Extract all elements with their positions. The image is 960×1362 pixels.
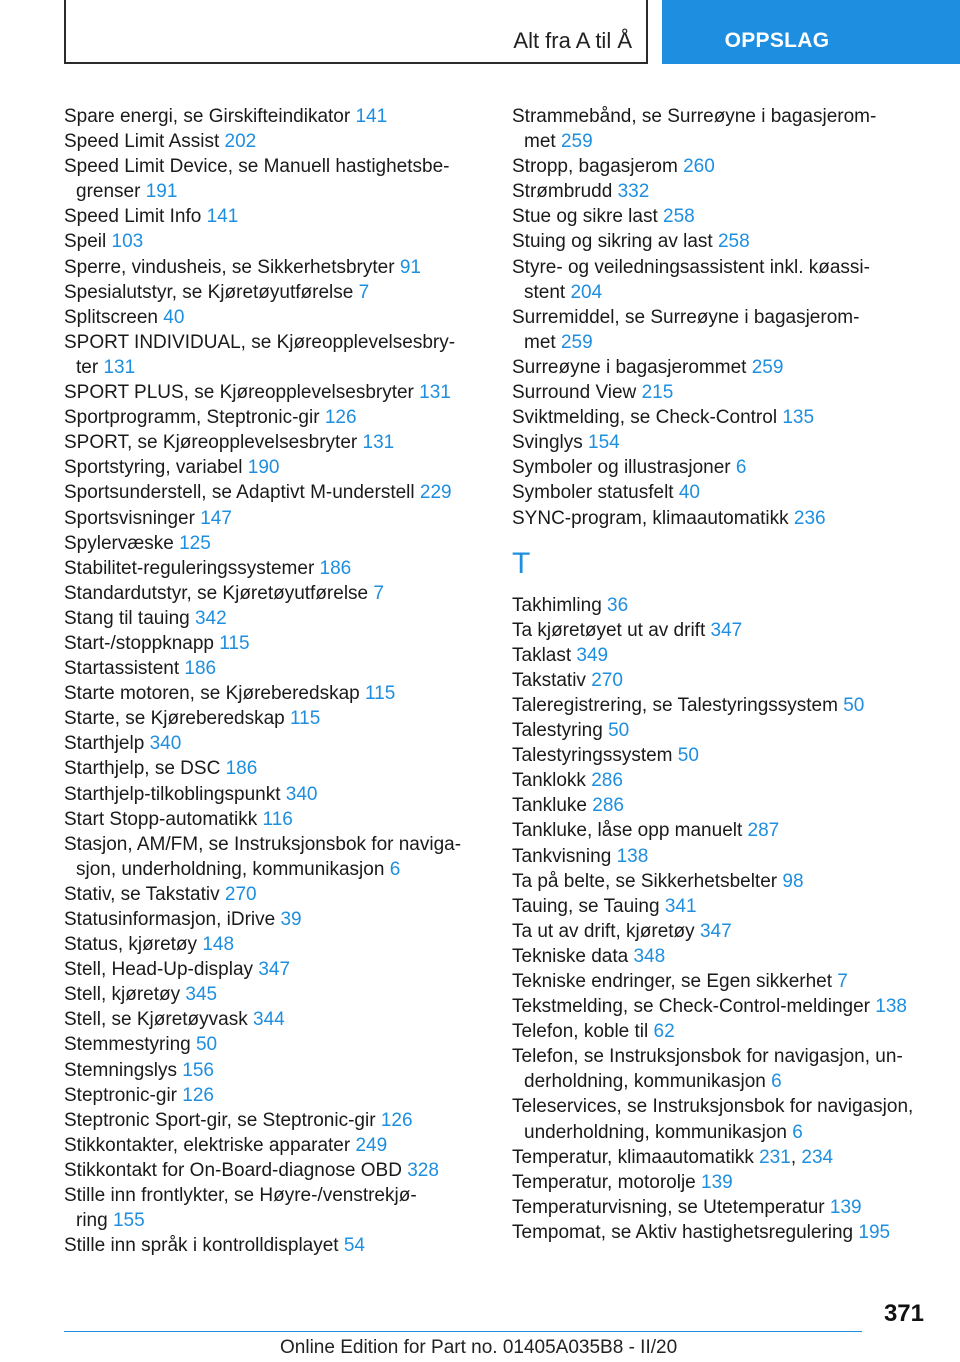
entry-term: Spare energi, se Girskifteindikator — [64, 106, 351, 127]
entry-term: Sperre, vindusheis, se Sikkerhetsbryter — [64, 256, 395, 278]
index-entry — [64, 305, 474, 330]
entry-term: Sportprogramm, Steptronic-gir — [64, 407, 320, 429]
index-entry — [64, 255, 474, 280]
index-entry — [64, 1183, 474, 1233]
entry-term-continuation: stent — [524, 281, 566, 303]
index-entry — [512, 1195, 932, 1220]
entry-term: Temperatur, motorolje — [512, 1171, 696, 1193]
entry-term: SPORT PLUS, se Kjøreopplevelsesbryter — [64, 382, 414, 404]
page-link[interactable]: 340 — [149, 733, 182, 755]
page-link[interactable]: 270 — [591, 669, 623, 691]
entry-term: Sportsvisninger — [64, 507, 195, 529]
index-entry — [512, 693, 932, 718]
entry-term: Ta kjøretøyet ut av drift — [512, 619, 706, 641]
index-entry — [512, 1220, 932, 1245]
entry-term: Surreøyne i bagasjerommet — [512, 356, 747, 378]
entry-term-continuation: grenser — [76, 181, 141, 203]
index-entry — [512, 743, 932, 768]
entry-term: Starte motoren, se Kjøreberedskap — [64, 683, 360, 705]
page-link[interactable]: 125 — [179, 532, 211, 554]
entry-term: SPORT, se Kjøreopplevelsesbryter — [64, 432, 358, 454]
entry-term: Sportstyring, variabel — [64, 457, 243, 479]
entry-term: Surround View — [512, 382, 637, 404]
index-entry — [512, 919, 932, 944]
entry-term: Speed Limit Assist — [64, 131, 220, 153]
page-link[interactable]: 50 — [843, 694, 865, 716]
page-link[interactable]: 155 — [112, 1210, 145, 1232]
entry-term: Spesialutstyr, se Kjøretøyutførelse — [64, 281, 354, 303]
index-entry — [64, 1007, 474, 1032]
entry-term: Telefon, koble til — [512, 1021, 649, 1043]
entry-term: Startassistent — [64, 658, 180, 680]
index-entry — [64, 832, 474, 882]
index-group-s — [512, 104, 932, 531]
entry-term: Strømbrudd — [512, 181, 613, 203]
index-entry — [512, 355, 932, 380]
entry-term: Stell, kjøretøy — [64, 984, 181, 1006]
page-link[interactable]: 40 — [163, 306, 185, 328]
page-link[interactable]: 345 — [185, 984, 218, 1006]
page-link[interactable]: 131 — [103, 356, 136, 378]
index-entry — [512, 305, 932, 355]
index-entry — [512, 204, 932, 229]
index-entry — [512, 793, 932, 818]
entry-term: Starthjelp, se DSC — [64, 758, 221, 780]
page-link[interactable]: 141 — [355, 106, 388, 127]
entry-term: Speed Limit Info — [64, 206, 202, 228]
entry-term: Takstativ — [512, 669, 586, 691]
index-entry — [512, 480, 932, 505]
index-entry — [64, 480, 474, 505]
entry-term-continuation: met — [524, 331, 556, 353]
entry-term: Steptronic-gir — [64, 1084, 177, 1106]
entry-term-continuation: ring — [76, 1210, 108, 1232]
page-link[interactable]: 7 — [837, 971, 848, 992]
entry-term: Splitscreen — [64, 306, 158, 328]
page-link[interactable]: 195 — [858, 1221, 891, 1243]
page-link[interactable]: 50 — [608, 720, 630, 742]
index-entry — [512, 1094, 932, 1144]
index-entry — [512, 768, 932, 793]
page-link[interactable]: 286 — [591, 770, 623, 792]
entry-term: Symboler statusfelt — [512, 482, 674, 504]
entry-term: Tekniske data — [512, 945, 629, 967]
entry-term: Stikkontakter, elektriske apparater — [64, 1134, 351, 1156]
index-entry — [64, 104, 474, 129]
footer-divider — [64, 1331, 862, 1332]
index-entry — [512, 894, 932, 919]
entry-term: Talestyringssystem — [512, 745, 673, 767]
index-entry — [64, 882, 474, 907]
index-entry — [64, 982, 474, 1007]
entry-term: Sviktmelding, se Check-Control — [512, 407, 778, 429]
entry-term-continuation: underholdning, kommunikasjon — [524, 1121, 787, 1143]
index-entry — [64, 606, 474, 631]
index-entry — [512, 380, 932, 405]
index-entry — [512, 506, 932, 531]
index-entry — [64, 706, 474, 731]
entry-term: Standardutstyr, se Kjøretøyutførelse — [64, 582, 369, 604]
entry-term: Sportsunderstell, se Adaptivt M-understell — [64, 482, 415, 504]
index-entry — [512, 1044, 932, 1094]
index-entry — [512, 405, 932, 430]
entry-term: Status, kjøretøy — [64, 934, 198, 956]
page-link[interactable]: 190 — [247, 457, 280, 479]
page-link[interactable]: 6 — [771, 1071, 782, 1093]
index-entry — [64, 756, 474, 781]
page-link[interactable]: 139 — [829, 1196, 862, 1218]
page-link[interactable]: 258 — [663, 206, 695, 228]
page-link[interactable]: 115 — [364, 683, 396, 705]
page-link[interactable]: 91 — [399, 256, 421, 278]
page-link[interactable]: 260 — [683, 156, 715, 178]
index-entry — [64, 731, 474, 756]
page-link[interactable]: 186 — [225, 758, 258, 780]
entry-term: Taleregistrering, se Talestyringssystem — [512, 694, 838, 716]
entry-term: Ta ut av drift, kjøretøy — [512, 920, 695, 942]
page-link[interactable]: 270 — [224, 883, 257, 905]
page-link[interactable]: 236 — [793, 507, 826, 529]
entry-term: Tanklokk — [512, 770, 586, 792]
page-link[interactable]: 259 — [751, 356, 784, 378]
entry-term: Tekstmelding, se Check-Control-meldinger — [512, 996, 870, 1018]
entry-term: Tempomat, se Aktiv hastighetsregulering — [512, 1221, 854, 1243]
page-link[interactable]: 141 — [206, 206, 239, 228]
index-entry — [512, 844, 932, 869]
page-link[interactable]: 328 — [407, 1159, 439, 1181]
entry-term: Svinglys — [512, 432, 583, 454]
page-link[interactable]: 259 — [560, 331, 593, 353]
page-link[interactable]: 231 — [759, 1146, 791, 1168]
page-link[interactable]: 215 — [641, 382, 674, 404]
index-entry: Temperatur, klimaautomatikk 231, 234 — [512, 1146, 834, 1168]
index-entry — [512, 430, 932, 455]
page-link[interactable]: 36 — [607, 594, 629, 616]
page-link[interactable]: 286 — [592, 795, 624, 817]
page-link[interactable]: 126 — [324, 407, 357, 429]
index-entry — [512, 818, 932, 843]
entry-term: Talestyring — [512, 720, 603, 742]
entry-term: Tauing, se Tauing — [512, 895, 660, 917]
page-link[interactable]: 39 — [280, 909, 302, 930]
page-link[interactable]: 62 — [653, 1021, 675, 1043]
entry-term: Stikkontakt for On-Board-diagnose OBD — [64, 1159, 402, 1181]
section-letter-t: T — [512, 546, 531, 580]
page-link[interactable]: 259 — [560, 131, 593, 153]
index-entry — [64, 782, 474, 807]
index-entry — [64, 1133, 474, 1158]
page-link[interactable]: 258 — [717, 231, 750, 253]
footer-edition-label: Online Edition for Part no. 01405A035B8 - II/20 — [280, 1337, 678, 1358]
page-link[interactable]: 342 — [194, 607, 227, 629]
entry-term: Starte, se Kjøreberedskap — [64, 708, 285, 730]
entry-term: Spylervæske — [64, 532, 174, 554]
index-entry — [64, 957, 474, 982]
index-entry — [64, 1058, 474, 1083]
page-link[interactable]: 348 — [633, 945, 666, 967]
page-link[interactable]: 156 — [182, 1059, 214, 1081]
entry-term: Start-/stoppknapp — [64, 632, 214, 654]
entry-term: Statusinformasjon, iDrive — [64, 909, 276, 930]
index-entry — [512, 229, 932, 254]
index-column-right — [512, 104, 932, 1245]
entry-term: Teleservices, se Instruksjonsbok for navigasjon, — [512, 1096, 914, 1118]
page-link[interactable]: 341 — [664, 895, 697, 917]
page-link[interactable]: 344 — [253, 1009, 285, 1031]
index-entry — [64, 556, 474, 581]
index-entry — [512, 255, 932, 305]
entry-term-continuation: met — [524, 131, 556, 153]
index-entry — [64, 154, 474, 204]
page-link[interactable]: 50 — [195, 1034, 218, 1056]
page-link[interactable]: 6 — [792, 1121, 803, 1143]
index-entry — [512, 994, 932, 1019]
index-entry — [512, 455, 932, 480]
index-entry — [64, 1108, 474, 1133]
entry-term: Telefon, se Instruksjonsbok for navigasjon, un- — [512, 1046, 903, 1068]
page-link[interactable]: 131 — [362, 432, 395, 454]
index-entry — [64, 907, 474, 932]
entry-term: Styre- og veiledningsassistent inkl. køassi- — [512, 256, 870, 278]
entry-term-continuation: derholdning, kommunikasjon — [524, 1071, 766, 1093]
entry-term: Stang til tauing — [64, 607, 190, 629]
page-link[interactable]: 287 — [747, 820, 780, 842]
index-entry — [64, 656, 474, 681]
entry-term: Stuing og sikring av last — [512, 231, 713, 253]
page-link[interactable]: 139 — [701, 1171, 733, 1193]
index-entry — [512, 869, 932, 894]
page-link[interactable]: 204 — [570, 281, 603, 303]
entry-term: Stasjon, AM/FM, se Instruksjonsbok for naviga- — [64, 833, 462, 855]
index-entry — [64, 455, 474, 480]
index-entry — [64, 932, 474, 957]
header-tab-box — [662, 0, 960, 64]
index-entry — [64, 430, 474, 455]
entry-term: Stille inn språk i kontrolldisplayet — [64, 1235, 339, 1257]
page-link[interactable]: 191 — [145, 181, 178, 203]
page-link[interactable]: 50 — [677, 745, 699, 767]
entry-term: Stue og sikre last — [512, 206, 658, 228]
entry-term: Ta på belte, se Sikkerhetsbelter — [512, 870, 778, 892]
index-entry — [64, 129, 474, 154]
index-entry — [64, 330, 474, 380]
index-entry — [64, 531, 474, 556]
index-entry — [512, 179, 932, 204]
page-link[interactable]: 6 — [735, 457, 747, 479]
page-link[interactable]: 98 — [782, 870, 804, 892]
page-link[interactable]: 115 — [290, 708, 321, 730]
index-entry — [64, 1032, 474, 1057]
entry-term: Tankluke — [512, 795, 587, 817]
entry-term: Stemmestyring — [64, 1034, 191, 1056]
index-entry — [64, 405, 474, 430]
index-entry — [64, 631, 474, 656]
header-section-box — [64, 0, 648, 64]
page-link[interactable]: 138 — [875, 996, 907, 1018]
page-link[interactable]: 147 — [200, 507, 232, 529]
entry-term: Stabilitet-reguleringssystemer — [64, 557, 315, 579]
entry-term: Tankvisning — [512, 845, 612, 867]
page-link[interactable]: 115 — [219, 632, 250, 654]
footer-edition-text — [280, 1337, 677, 1359]
index-entry — [512, 1170, 932, 1195]
page-link[interactable]: 7 — [373, 582, 384, 604]
index-entry — [512, 969, 932, 994]
index-entry — [64, 506, 474, 531]
entry-term: Temperatur, klimaautomatikk — [512, 1146, 754, 1168]
page-link[interactable]: 154 — [588, 432, 620, 454]
page-link[interactable]: 135 — [782, 407, 815, 429]
tab-oppslag[interactable]: OPPSLAG — [724, 29, 830, 52]
page-link[interactable]: 229 — [419, 482, 452, 504]
page-link[interactable]: 234 — [801, 1146, 834, 1168]
page-link[interactable]: 116 — [262, 808, 293, 830]
page-link[interactable]: 186 — [319, 557, 352, 579]
page-link[interactable]: 349 — [576, 644, 609, 666]
page-link[interactable]: 131 — [419, 382, 451, 404]
page-link[interactable]: 7 — [358, 281, 370, 303]
entry-term: Takhimling — [512, 594, 602, 616]
page-link[interactable]: 347 — [710, 619, 743, 641]
index-entry — [512, 643, 932, 668]
entry-term: Tankluke, låse opp manuelt — [512, 820, 743, 842]
entry-term-continuation: sjon, underholdning, kommunikasjon — [76, 858, 385, 880]
page-link[interactable]: 340 — [285, 783, 318, 805]
index-entry — [512, 593, 932, 618]
entry-term: Speed Limit Device, se Manuell hastighetsbe- — [64, 156, 450, 178]
entry-term: Strammebånd, se Surreøyne i bagasjerom- — [512, 106, 877, 127]
entry-term: Tekniske endringer, se Egen sikkerhet — [512, 971, 833, 992]
index-entry — [64, 280, 474, 305]
entry-term: Taklast — [512, 644, 572, 666]
entry-term: SYNC-program, klimaautomatikk — [512, 507, 789, 529]
index-entry — [512, 104, 932, 154]
index-entry — [512, 668, 932, 693]
page-link[interactable]: 148 — [202, 934, 235, 956]
page-link[interactable]: 249 — [355, 1134, 388, 1156]
index-entry — [512, 618, 932, 643]
entry-term: Stemningslys — [64, 1059, 177, 1081]
entry-term: Starthjelp — [64, 733, 145, 755]
index-entry — [512, 154, 932, 179]
index-group-t — [512, 593, 932, 1245]
page-link[interactable]: 103 — [111, 231, 144, 253]
entry-term: Stell, se Kjøretøyvask — [64, 1009, 248, 1031]
entry-term: Symboler og illustrasjoner — [512, 457, 731, 479]
page-link[interactable]: 202 — [224, 131, 257, 153]
section-title: Alt fra A til Å — [513, 28, 632, 53]
entry-term: Stell, Head-Up-display — [64, 959, 254, 981]
index-entry — [512, 944, 932, 969]
page-number: 371 — [883, 1300, 924, 1327]
page-link[interactable]: 40 — [678, 482, 700, 504]
entry-term: Steptronic Sport-gir, se Steptronic-gir — [64, 1109, 376, 1131]
entry-term: Stille inn frontlykter, se Høyre-/venstrekjø- — [64, 1185, 417, 1207]
entry-term: Surremiddel, se Surreøyne i bagasjerom- — [512, 306, 860, 328]
page-link[interactable]: 138 — [616, 845, 649, 867]
index-entry — [64, 1233, 474, 1258]
page-link[interactable]: 347 — [258, 959, 291, 981]
page-link[interactable]: 54 — [343, 1235, 365, 1257]
page-link[interactable]: 186 — [184, 658, 217, 680]
entry-term-continuation: ter — [76, 356, 99, 378]
index-entry — [64, 1083, 474, 1108]
page-link[interactable]: 347 — [699, 920, 732, 942]
entry-term: Start Stopp-automatikk — [64, 808, 258, 830]
entry-term: Stativ, se Takstativ — [64, 883, 220, 905]
page-link[interactable]: 332 — [617, 181, 650, 203]
index-entry — [64, 581, 474, 606]
entry-term: Starthjelp-tilkoblingspunkt — [64, 783, 281, 805]
index-entry — [64, 229, 474, 254]
index-entry — [512, 718, 932, 743]
entry-term: Speil — [64, 231, 107, 253]
index-entry — [64, 1158, 474, 1183]
page-link[interactable]: 126 — [380, 1109, 413, 1131]
page-link[interactable]: 6 — [389, 858, 401, 880]
index-entry — [64, 807, 474, 832]
index-column-left — [64, 104, 474, 1258]
index-entry — [64, 204, 474, 229]
entry-term: SPORT INDIVIDUAL, se Kjøreopplevelsesbry- — [64, 331, 456, 353]
entry-term: Stropp, bagasjerom — [512, 156, 678, 178]
page-link[interactable]: 126 — [182, 1084, 214, 1106]
index-entry — [512, 1019, 932, 1044]
index-entry — [64, 681, 474, 706]
index-entry — [64, 380, 474, 405]
entry-term: Temperaturvisning, se Utetemperatur — [512, 1196, 825, 1218]
